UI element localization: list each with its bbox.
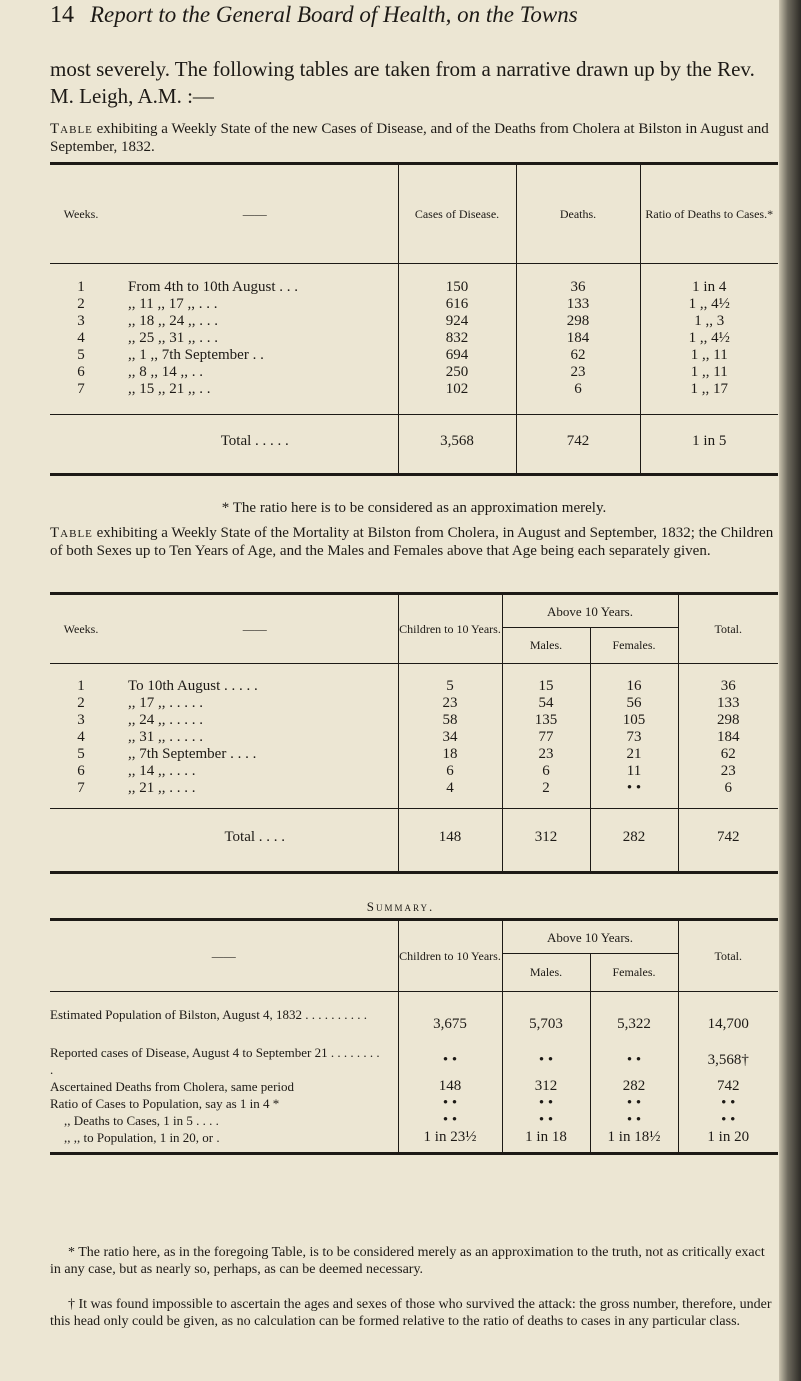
- table-row: [50, 712, 778, 729]
- week-number: 3: [77, 711, 85, 728]
- table2-header-total: Total.: [678, 594, 778, 664]
- total-value: 36: [678, 678, 778, 695]
- week-number: 5: [77, 745, 85, 762]
- table2-caption: [50, 524, 776, 560]
- ratio-value: 1 ,, 3: [640, 313, 778, 330]
- table2-caption-text: exhibiting a Weekly State of the Mortality at Bilston from Cholera, in August and September, 1832; the Children of both Sexes up to Ten Years of Age, and the Males and Females above that Age being each separately given.: [50, 525, 774, 559]
- summary-footnote-ratio: * The ratio here, as in the foregoing Table, is to be considered merely as an approximation to the truth, not as critically exact in any case, but as nearly so, perhaps, as can be deemed necessary.: [50, 1245, 765, 1277]
- males-value: 15: [502, 678, 590, 695]
- summary-table: [50, 918, 778, 1155]
- males-value: 1 in 18: [502, 1129, 590, 1146]
- table-row: [50, 364, 778, 381]
- children-value: 58: [398, 712, 502, 729]
- table1-caption-lead: Table: [50, 121, 93, 137]
- page-edge-shadow: [779, 0, 801, 1381]
- total-value: • •: [678, 1112, 778, 1129]
- week-number: 6: [77, 762, 85, 779]
- week-period: ,, 17 ,, . . . . .: [128, 694, 203, 711]
- total-females: 282: [590, 809, 678, 873]
- total-value: 6: [678, 780, 778, 797]
- table-row: [50, 780, 778, 797]
- males-value: 312: [502, 1078, 590, 1095]
- summary-row-label: Reported cases of Disease, August 4 to September 21 . . . . . . . . .: [50, 1044, 380, 1077]
- table-row: [50, 296, 778, 313]
- females-value: 21: [590, 746, 678, 763]
- children-value: 148: [398, 1078, 502, 1095]
- males-value: • •: [502, 1095, 590, 1112]
- table-row: [50, 1095, 778, 1112]
- table-row: [50, 1006, 778, 1044]
- week-period: ,, 21 ,, . . . .: [128, 779, 196, 796]
- males-value: 2: [502, 780, 590, 797]
- table-row: [50, 279, 778, 296]
- table1-caption: [50, 120, 776, 156]
- total-deaths: 742: [516, 415, 640, 475]
- cases-value: 616: [398, 296, 516, 313]
- cases-value: 250: [398, 364, 516, 381]
- week-number: 2: [77, 694, 85, 711]
- children-value: 34: [398, 729, 502, 746]
- table2-header-weeks: Weeks.: [50, 594, 112, 664]
- table-row: [50, 1044, 778, 1078]
- females-value: 73: [590, 729, 678, 746]
- children-value: • •: [398, 1095, 502, 1112]
- table2-header-blank: ——: [112, 594, 398, 664]
- week-period: ,, 11 ,, 17 ,, . . .: [128, 295, 218, 312]
- table-row: [50, 1112, 778, 1129]
- week-number: 5: [77, 346, 85, 363]
- table1-header-ratio: Ratio of Deaths to Cases.*: [640, 164, 778, 264]
- ratio-value: 1 ,, 4½: [640, 296, 778, 313]
- week-number: 6: [77, 363, 85, 380]
- table2-header-females: Females.: [590, 628, 678, 664]
- week-number: 4: [77, 728, 85, 745]
- deaths-value: 184: [516, 330, 640, 347]
- table2: [50, 592, 778, 874]
- page-number: 14: [50, 2, 74, 28]
- females-value: 5,322: [590, 1006, 678, 1044]
- week-number: 4: [77, 329, 85, 346]
- deaths-value: 23: [516, 364, 640, 381]
- summary-row-label: ,, ,, to Population, 1 in 20, or .: [64, 1129, 220, 1145]
- week-period: To 10th August . . . . .: [128, 677, 258, 694]
- females-value: • •: [590, 1095, 678, 1112]
- table1-header-deaths: Deaths.: [516, 164, 640, 264]
- males-value: 54: [502, 695, 590, 712]
- females-value: 105: [590, 712, 678, 729]
- children-value: 3,675: [398, 1006, 502, 1044]
- total-value: 23: [678, 763, 778, 780]
- ratio-value: 1 ,, 11: [640, 364, 778, 381]
- running-title: Report to the General Board of Health, on the Towns: [90, 2, 578, 27]
- week-period: ,, 15 ,, 21 ,, . .: [128, 380, 211, 397]
- total-value: 298: [678, 712, 778, 729]
- total-value: 62: [678, 746, 778, 763]
- table1-header-blank: ——: [112, 164, 398, 264]
- week-period: ,, 31 ,, . . . . .: [128, 728, 203, 745]
- males-value: • •: [502, 1044, 590, 1078]
- table2-caption-lead: Table: [50, 525, 93, 541]
- cases-value: 102: [398, 381, 516, 398]
- table-row: [50, 1129, 778, 1146]
- table-row: [50, 313, 778, 330]
- cases-value: 150: [398, 279, 516, 296]
- table-row: [50, 678, 778, 695]
- cases-value: 832: [398, 330, 516, 347]
- total-value: 14,700: [678, 1006, 778, 1044]
- week-number: 7: [77, 779, 85, 796]
- males-value: 5,703: [502, 1006, 590, 1044]
- week-period: ,, 25 ,, 31 ,, . . .: [128, 329, 218, 346]
- males-value: 77: [502, 729, 590, 746]
- table1-header-cases: Cases of Disease.: [398, 164, 516, 264]
- summary-title: Summary.: [366, 899, 435, 914]
- deaths-value: 298: [516, 313, 640, 330]
- deaths-value: 6: [516, 381, 640, 398]
- total-value: • •: [678, 1095, 778, 1112]
- summary-header-blank: ——: [50, 920, 398, 992]
- children-value: 1 in 23½: [398, 1129, 502, 1146]
- table1: [50, 162, 778, 476]
- males-value: 6: [502, 763, 590, 780]
- summary-header-total: Total.: [678, 920, 778, 992]
- total-label: Total . . . . .: [112, 415, 398, 475]
- week-period: ,, 14 ,, . . . .: [128, 762, 196, 779]
- total-value: 3,568†: [678, 1044, 778, 1078]
- deaths-value: 133: [516, 296, 640, 313]
- week-number: 1: [77, 278, 85, 295]
- week-period: From 4th to 10th August . . .: [128, 278, 299, 295]
- summary-row-label: Ratio of Cases to Population, say as 1 in 4 *: [50, 1095, 280, 1111]
- table-row: [50, 746, 778, 763]
- total-row: [50, 415, 778, 475]
- table2-header-children: Children to 10 Years.: [398, 594, 502, 664]
- cases-value: 694: [398, 347, 516, 364]
- females-value: • •: [590, 780, 678, 797]
- total-children: 148: [398, 809, 502, 873]
- ratio-value: 1 ,, 11: [640, 347, 778, 364]
- week-number: 2: [77, 295, 85, 312]
- week-number: 7: [77, 380, 85, 397]
- total-ratio: 1 in 5: [640, 415, 778, 475]
- females-value: 282: [590, 1078, 678, 1095]
- ratio-value: 1 in 4: [640, 279, 778, 296]
- table1-caption-text: exhibiting a Weekly State of the new Cases of Disease, and of the Deaths from Cholera at Bilston in August and September, 1832.: [50, 121, 769, 155]
- total-value: 133: [678, 695, 778, 712]
- children-value: 5: [398, 678, 502, 695]
- table-row: [50, 763, 778, 780]
- week-period: ,, 7th September . . . .: [128, 745, 257, 762]
- summary-header-children: Children to 10 Years.: [398, 920, 502, 992]
- week-period: ,, 18 ,, 24 ,, . . .: [128, 312, 218, 329]
- table-row: [50, 729, 778, 746]
- children-value: • •: [398, 1112, 502, 1129]
- total-label: Total . . . .: [112, 809, 398, 873]
- week-number: 3: [77, 312, 85, 329]
- table2-header-above: Above 10 Years.: [502, 594, 678, 628]
- total-total: 742: [678, 809, 778, 873]
- males-value: • •: [502, 1112, 590, 1129]
- total-cases: 3,568: [398, 415, 516, 475]
- summary-row-label: Estimated Population of Bilston, August 4, 1832 . . . . . . . . . .: [50, 1006, 368, 1022]
- deaths-value: 36: [516, 279, 640, 296]
- running-header: [50, 2, 770, 32]
- week-period: ,, 24 ,, . . . . .: [128, 711, 203, 728]
- table1-footnote: * The ratio here is to be considered as an approximation merely.: [221, 500, 607, 516]
- total-value: 742: [678, 1078, 778, 1095]
- table2-header-males: Males.: [502, 628, 590, 664]
- deaths-value: 62: [516, 347, 640, 364]
- children-value: 18: [398, 746, 502, 763]
- females-value: • •: [590, 1112, 678, 1129]
- children-value: 4: [398, 780, 502, 797]
- females-value: • •: [590, 1044, 678, 1078]
- cases-value: 924: [398, 313, 516, 330]
- summary-header-above: Above 10 Years.: [502, 920, 678, 954]
- males-value: 23: [502, 746, 590, 763]
- table-row: [50, 347, 778, 364]
- females-value: 11: [590, 763, 678, 780]
- table-row: [50, 1078, 778, 1095]
- table-row: [50, 330, 778, 347]
- children-value: 23: [398, 695, 502, 712]
- summary-footnote-dagger: † It was found impossible to ascertain the ages and sexes of those who survived the attack: the gross number, therefore, under this head only could be given, as no calculation can be formed relative to the ratio of deaths to cases in any particular class.: [50, 1297, 772, 1329]
- intro-paragraph: most severely. The following tables are taken from a narrative drawn up by the Rev. M. Leigh, A.M. :—: [50, 57, 755, 108]
- summary-row-label: ,, Deaths to Cases, 1 in 5 . . . .: [64, 1112, 219, 1128]
- total-row: [50, 809, 778, 873]
- week-period: ,, 1 ,, 7th September . .: [128, 346, 264, 363]
- ratio-value: 1 ,, 4½: [640, 330, 778, 347]
- total-value: 1 in 20: [678, 1129, 778, 1146]
- total-males: 312: [502, 809, 590, 873]
- females-value: 1 in 18½: [590, 1129, 678, 1146]
- females-value: 16: [590, 678, 678, 695]
- week-number: 1: [77, 677, 85, 694]
- summary-header-females: Females.: [590, 954, 678, 992]
- total-value: 184: [678, 729, 778, 746]
- children-value: 6: [398, 763, 502, 780]
- table-row: [50, 381, 778, 398]
- children-value: • •: [398, 1044, 502, 1078]
- summary-header-males: Males.: [502, 954, 590, 992]
- ratio-value: 1 ,, 17: [640, 381, 778, 398]
- table1-header-weeks: Weeks.: [50, 164, 112, 264]
- summary-row-label: Ascertained Deaths from Cholera, same period: [50, 1078, 295, 1094]
- males-value: 135: [502, 712, 590, 729]
- week-period: ,, 8 ,, 14 ,, . .: [128, 363, 203, 380]
- table-row: [50, 695, 778, 712]
- females-value: 56: [590, 695, 678, 712]
